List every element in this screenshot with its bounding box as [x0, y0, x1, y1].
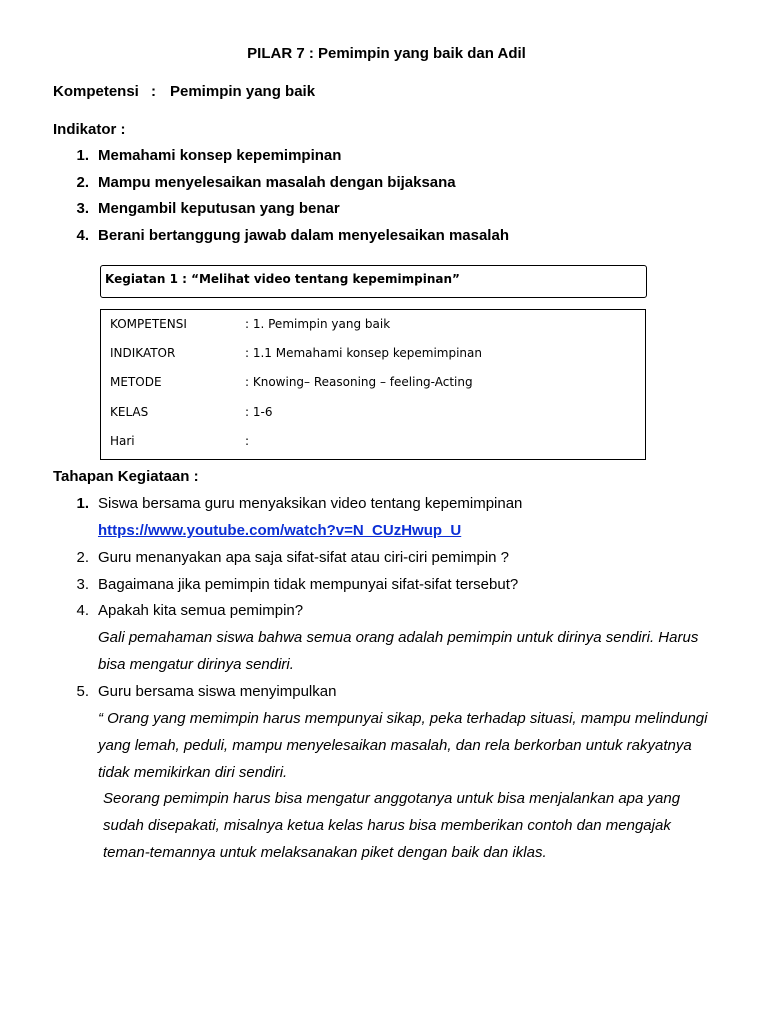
indikator-item: Mampu menyelesaikan masalah dengan bijaksana	[98, 174, 456, 191]
info-key-hari: Hari	[110, 434, 135, 448]
conclusion-line: sudah disepakati, misalnya ketua kelas harus bisa memberikan contoh dan mengajak	[103, 817, 671, 834]
info-key-kompetensi: KOMPETENSI	[110, 317, 187, 331]
quote-line: yang lemah, peduli, mampu menyelesaikan masalah, dan rela berkorban untuk rakyatnya	[98, 737, 692, 754]
step-number: 4.	[76, 602, 89, 619]
step-number: 5.	[76, 683, 89, 700]
info-key-metode: METODE	[110, 375, 162, 389]
indikator-item: Berani bertanggung jawab dalam menyelesaikan masalah	[98, 227, 509, 244]
indikator-item: Memahami konsep kepemimpinan	[98, 147, 342, 164]
indikator-number: 1.	[76, 147, 89, 164]
step-text: Apakah kita semua pemimpin?	[98, 602, 304, 619]
step-number: 1.	[76, 495, 89, 512]
kompetensi-separator: :	[151, 83, 156, 100]
conclusion-line: teman-temannya untuk melaksanakan piket dengan baik dan iklas.	[103, 844, 547, 861]
page-title: PILAR 7 : Pemimpin yang baik dan Adil	[247, 45, 526, 62]
step-note: bisa mengatur dirinya sendiri.	[98, 656, 294, 673]
info-value-hari: :	[245, 434, 250, 448]
indikator-label: Indikator :	[53, 121, 126, 138]
step-text: Guru bersama siswa menyimpulkan	[98, 683, 337, 700]
info-value-metode: : Knowing– Reasoning – feeling-Acting	[245, 375, 473, 389]
kompetensi-value: Pemimpin yang baik	[170, 83, 316, 100]
indikator-item: Mengambil keputusan yang benar	[98, 200, 340, 217]
info-value-kelas: : 1-6	[245, 405, 273, 419]
quote-line: “ Orang yang memimpin harus mempunyai sikap, peka terhadap situasi, mampu melindungi	[98, 710, 708, 727]
info-value-kompetensi: : 1. Pemimpin yang baik	[245, 317, 391, 331]
tahapan-label: Tahapan Kegiataan :	[53, 468, 199, 485]
activity-title: Kegiatan 1 : “Melihat video tentang kepemimpinan”	[105, 272, 460, 286]
step-text: Guru menanyakan apa saja sifat-sifat atau ciri-ciri pemimpin ?	[98, 549, 510, 566]
indikator-number: 2.	[76, 174, 89, 191]
quote-line: tidak memikirkan diri sendiri.	[98, 764, 288, 781]
info-key-kelas: KELAS	[110, 405, 149, 419]
activity-info-table	[100, 309, 646, 460]
step-number: 2.	[76, 549, 89, 566]
conclusion-line: Seorang pemimpin harus bisa mengatur anggotanya untuk bisa menjalankan apa yang	[103, 790, 681, 807]
activity-title-box	[100, 265, 647, 298]
step-note: Gali pemahaman siswa bahwa semua orang adalah pemimpin untuk dirinya sendiri. Harus	[98, 629, 699, 646]
info-key-indikator: INDIKATOR	[110, 346, 176, 360]
step-text: Bagaimana jika pemimpin tidak mempunyai sifat-sifat tersebut?	[98, 576, 519, 593]
indikator-number: 3.	[76, 200, 89, 217]
youtube-link[interactable]: https://www.youtube.com/watch?v=N_CUzHwup_U	[98, 522, 462, 539]
kompetensi-label: Kompetensi	[53, 83, 139, 100]
indikator-number: 4.	[76, 227, 89, 244]
step-number: 3.	[76, 576, 89, 593]
step-text: Siswa bersama guru menyaksikan video tentang kepemimpinan	[98, 495, 523, 512]
info-value-indikator: : 1.1 Memahami konsep kepemimpinan	[245, 346, 482, 360]
